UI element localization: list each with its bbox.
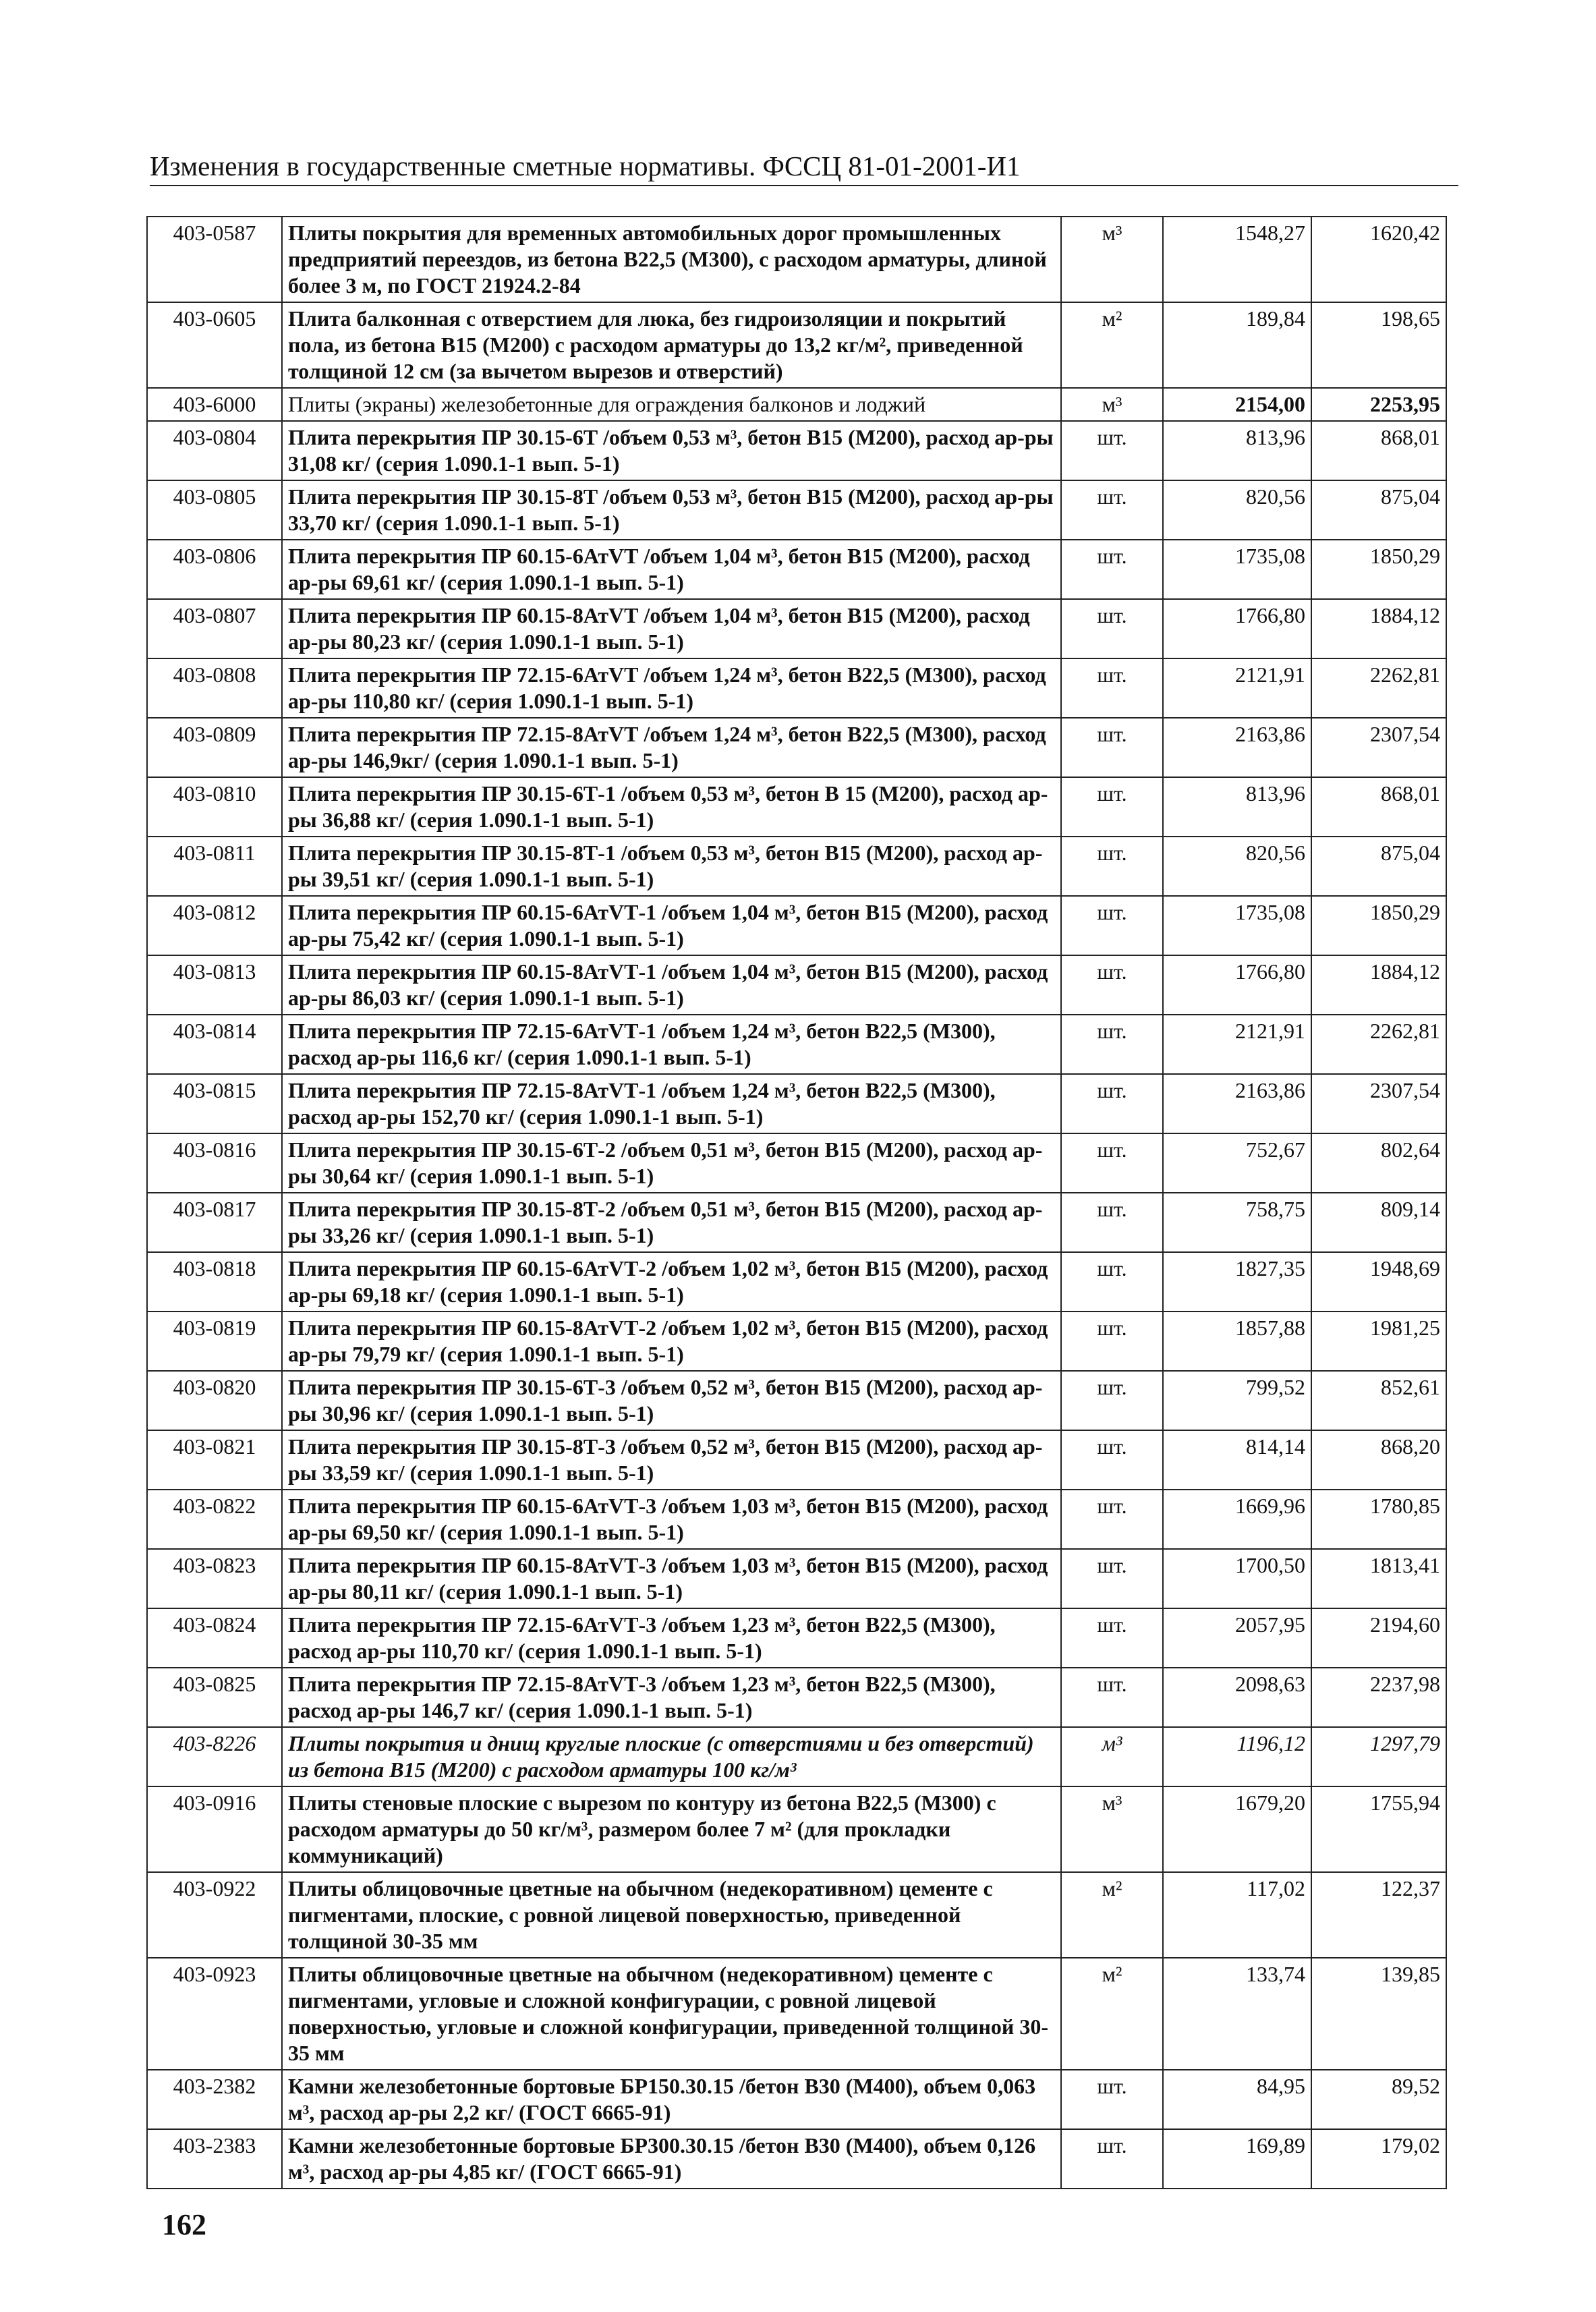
table-row (147, 1608, 1446, 1668)
row-price-1: 2121,91 (1163, 1015, 1311, 1074)
row-code: 403-0804 (147, 421, 282, 480)
row-price-1: 84,95 (1163, 2070, 1311, 2129)
row-price-2: 1755,94 (1311, 1786, 1446, 1872)
row-price-2: 2307,54 (1311, 1074, 1446, 1133)
table-row (147, 1371, 1446, 1430)
table-row (147, 2070, 1446, 2129)
row-description: Плита перекрытия ПР 60.15-8АтVТ /объем 1,04 м³, бетон В15 (М200), расход ар-ры 80,23 кг/ (серия 1.090.1-1 вып. 5-1) (282, 599, 1061, 658)
row-code: 403-0811 (147, 837, 282, 896)
row-code: 403-0815 (147, 1074, 282, 1133)
row-price-1: 1700,50 (1163, 1549, 1311, 1608)
row-code: 403-0808 (147, 658, 282, 718)
table-row (147, 777, 1446, 837)
row-description: Плита перекрытия ПР 60.15-6АтVТ-1 /объем 1,04 м³, бетон В15 (М200), расход ар-ры 75,42 кг/ (серия 1.090.1-1 вып. 5-1) (282, 896, 1061, 955)
table-row (147, 1872, 1446, 1958)
row-price-1: 1735,08 (1163, 896, 1311, 955)
page-number: 162 (162, 2208, 206, 2241)
row-unit: шт. (1061, 777, 1163, 837)
row-price-1: 133,74 (1163, 1958, 1311, 2070)
row-code: 403-0816 (147, 1133, 282, 1193)
row-price-2: 1620,42 (1311, 217, 1446, 302)
row-price-2: 1297,79 (1311, 1727, 1446, 1786)
row-code: 403-2383 (147, 2129, 282, 2189)
row-description: Плита перекрытия ПР 60.15-8АтVТ-3 /объем 1,03 м³, бетон В15 (М200), расход ар-ры 80,11 кг/ (серия 1.090.1-1 вып. 5-1) (282, 1549, 1061, 1608)
row-description: Плиты покрытия и днищ круглые плоские (с отверстиями и без отверстий) из бетона В15 (М200) с расходом арматуры 100 кг/м³ (282, 1727, 1061, 1786)
row-price-1: 1766,80 (1163, 599, 1311, 658)
table-row (147, 658, 1446, 718)
row-description: Плита перекрытия ПР 60.15-6АтVТ /объем 1,04 м³, бетон В15 (М200), расход ар-ры 69,61 кг/ (серия 1.090.1-1 вып. 5-1) (282, 540, 1061, 599)
row-description: Плита перекрытия ПР 30.15-8Т-1 /объем 0,53 м³, бетон В15 (М200), расход ар-ры 39,51 кг/ (серия 1.090.1-1 вып. 5-1) (282, 837, 1061, 896)
row-price-2: 1780,85 (1311, 1490, 1446, 1549)
row-unit: шт. (1061, 955, 1163, 1015)
row-code: 403-0805 (147, 480, 282, 540)
row-code: 403-0916 (147, 1786, 282, 1872)
row-description: Плита перекрытия ПР 72.15-6АтVТ-1 /объем 1,24 м³, бетон В22,5 (М300), расход ар-ры 116,6 кг/ (серия 1.090.1-1 вып. 5-1) (282, 1015, 1061, 1074)
table-row (147, 1133, 1446, 1193)
row-description: Плита перекрытия ПР 60.15-6АтVТ-3 /объем 1,03 м³, бетон В15 (М200), расход ар-ры 69,50 кг/ (серия 1.090.1-1 вып. 5-1) (282, 1490, 1061, 1549)
row-price-2: 2262,81 (1311, 1015, 1446, 1074)
row-code: 403-0809 (147, 718, 282, 777)
row-price-1: 752,67 (1163, 1133, 1311, 1193)
row-price-1: 2098,63 (1163, 1668, 1311, 1727)
row-unit: шт. (1061, 1430, 1163, 1490)
row-price-2: 1884,12 (1311, 955, 1446, 1015)
table-row (147, 2129, 1446, 2189)
row-price-1: 2154,00 (1163, 388, 1311, 421)
row-price-1: 820,56 (1163, 837, 1311, 896)
table-row (147, 388, 1446, 421)
row-description: Плита перекрытия ПР 72.15-8АтVТ-3 /объем 1,23 м³, бетон В22,5 (М300), расход ар-ры 146,7 кг/ (серия 1.090.1-1 вып. 5-1) (282, 1668, 1061, 1727)
row-price-1: 813,96 (1163, 421, 1311, 480)
row-price-1: 2163,86 (1163, 1074, 1311, 1133)
row-description: Плита перекрытия ПР 30.15-6Т /объем 0,53 м³, бетон В15 (М200), расход ар-ры 31,08 кг/ (серия 1.090.1-1 вып. 5-1) (282, 421, 1061, 480)
price-table (146, 216, 1447, 2189)
row-price-2: 868,01 (1311, 777, 1446, 837)
row-price-1: 2057,95 (1163, 1608, 1311, 1668)
row-price-1: 117,02 (1163, 1872, 1311, 1958)
row-price-2: 198,65 (1311, 302, 1446, 388)
row-unit: шт. (1061, 896, 1163, 955)
row-price-1: 1735,08 (1163, 540, 1311, 599)
row-unit: шт. (1061, 480, 1163, 540)
row-price-1: 1827,35 (1163, 1252, 1311, 1312)
row-unit: шт. (1061, 1668, 1163, 1727)
row-description: Плита перекрытия ПР 30.15-6Т-3 /объем 0,52 м³, бетон В15 (М200), расход ар-ры 30,96 кг/ (серия 1.090.1-1 вып. 5-1) (282, 1371, 1061, 1430)
row-price-1: 758,75 (1163, 1193, 1311, 1252)
row-price-2: 868,01 (1311, 421, 1446, 480)
row-description: Плита перекрытия ПР 30.15-8Т-3 /объем 0,52 м³, бетон В15 (М200), расход ар-ры 33,59 кг/ (серия 1.090.1-1 вып. 5-1) (282, 1430, 1061, 1490)
row-unit: шт. (1061, 599, 1163, 658)
row-unit: шт. (1061, 658, 1163, 718)
row-code: 403-0922 (147, 1872, 282, 1958)
row-price-1: 1766,80 (1163, 955, 1311, 1015)
table-row (147, 1727, 1446, 1786)
table-row (147, 1193, 1446, 1252)
row-unit: м³ (1061, 388, 1163, 421)
row-price-2: 1850,29 (1311, 540, 1446, 599)
table-row (147, 217, 1446, 302)
row-price-2: 1948,69 (1311, 1252, 1446, 1312)
row-description: Плита перекрытия ПР 30.15-6Т-2 /объем 0,51 м³, бетон В15 (М200), расход ар-ры 30,64 кг/ (серия 1.090.1-1 вып. 5-1) (282, 1133, 1061, 1193)
row-price-2: 2237,98 (1311, 1668, 1446, 1727)
row-price-2: 89,52 (1311, 2070, 1446, 2129)
row-description: Плита балконная с отверстием для люка, без гидроизоляции и покрытий пола, из бетона В15 (М200) с расходом арматуры до 13,2 кг/м², приведенной толщиной 12 см (за вычетом вырезов и отверстий) (282, 302, 1061, 388)
row-code: 403-0813 (147, 955, 282, 1015)
row-unit: шт. (1061, 1608, 1163, 1668)
row-unit: шт. (1061, 1015, 1163, 1074)
row-price-1: 1196,12 (1163, 1727, 1311, 1786)
row-code: 403-0825 (147, 1668, 282, 1727)
row-price-1: 820,56 (1163, 480, 1311, 540)
row-price-2: 139,85 (1311, 1958, 1446, 2070)
table-row (147, 1958, 1446, 2070)
page-header: Изменения в государственные сметные нормативы. ФССЦ 81-01-2001-И1 (150, 147, 1458, 186)
row-unit: м² (1061, 1958, 1163, 2070)
row-price-1: 1669,96 (1163, 1490, 1311, 1549)
row-description: Плита перекрытия ПР 72.15-8АтVТ-1 /объем 1,24 м³, бетон В22,5 (М300), расход ар-ры 152,70 кг/ (серия 1.090.1-1 вып. 5-1) (282, 1074, 1061, 1133)
row-price-2: 809,14 (1311, 1193, 1446, 1252)
table-row (147, 599, 1446, 658)
row-description: Плита перекрытия ПР 30.15-6Т-1 /объем 0,53 м³, бетон В 15 (М200), расход ар-ры 36,88 кг/ (серия 1.090.1-1 вып. 5-1) (282, 777, 1061, 837)
table-row (147, 1430, 1446, 1490)
row-price-1: 813,96 (1163, 777, 1311, 837)
row-code: 403-6000 (147, 388, 282, 421)
row-price-1: 169,89 (1163, 2129, 1311, 2189)
row-code: 403-0814 (147, 1015, 282, 1074)
row-unit: шт. (1061, 1549, 1163, 1608)
table-row (147, 1549, 1446, 1608)
row-price-1: 2121,91 (1163, 658, 1311, 718)
row-price-1: 189,84 (1163, 302, 1311, 388)
row-price-2: 868,20 (1311, 1430, 1446, 1490)
table-row (147, 1015, 1446, 1074)
row-unit: м² (1061, 302, 1163, 388)
row-code: 403-0819 (147, 1312, 282, 1371)
row-code: 403-0823 (147, 1549, 282, 1608)
row-code: 403-0812 (147, 896, 282, 955)
row-code: 403-8226 (147, 1727, 282, 1786)
row-description: Камни железобетонные бортовые БР150.30.15 /бетон В30 (М400), объем 0,063 м³, расход ар-ры 2,2 кг/ (ГОСТ 6665-91) (282, 2070, 1061, 2129)
row-price-1: 2163,86 (1163, 718, 1311, 777)
row-description: Плита перекрытия ПР 30.15-8Т-2 /объем 0,51 м³, бетон В15 (М200), расход ар-ры 33,26 кг/ (серия 1.090.1-1 вып. 5-1) (282, 1193, 1061, 1252)
row-price-2: 122,37 (1311, 1872, 1446, 1958)
row-code: 403-0605 (147, 302, 282, 388)
row-unit: м³ (1061, 1786, 1163, 1872)
row-code: 403-0923 (147, 1958, 282, 2070)
row-unit: шт. (1061, 2070, 1163, 2129)
row-unit: шт. (1061, 1193, 1163, 1252)
row-price-2: 179,02 (1311, 2129, 1446, 2189)
row-price-2: 1813,41 (1311, 1549, 1446, 1608)
row-description: Камни железобетонные бортовые БР300.30.15 /бетон В30 (М400), объем 0,126 м³, расход ар-ры 4,85 кг/ (ГОСТ 6665-91) (282, 2129, 1061, 2189)
row-code: 403-2382 (147, 2070, 282, 2129)
row-price-2: 852,61 (1311, 1371, 1446, 1430)
row-code: 403-0587 (147, 217, 282, 302)
table-row (147, 1490, 1446, 1549)
table-row (147, 1786, 1446, 1872)
row-unit: шт. (1061, 837, 1163, 896)
row-price-2: 1981,25 (1311, 1312, 1446, 1371)
row-description: Плита перекрытия ПР 60.15-6АтVТ-2 /объем 1,02 м³, бетон В15 (М200), расход ар-ры 69,18 кг/ (серия 1.090.1-1 вып. 5-1) (282, 1252, 1061, 1312)
row-unit: м³ (1061, 1727, 1163, 1786)
table-row (147, 718, 1446, 777)
row-price-2: 2253,95 (1311, 388, 1446, 421)
row-description: Плита перекрытия ПР 60.15-8АтVТ-1 /объем 1,04 м³, бетон В15 (М200), расход ар-ры 86,03 кг/ (серия 1.090.1-1 вып. 5-1) (282, 955, 1061, 1015)
table-row (147, 302, 1446, 388)
row-description: Плиты облицовочные цветные на обычном (недекоративном) цементе с пигментами, плоские, с ровной лицевой поверхностью, приведенной толщиной 30-35 мм (282, 1872, 1061, 1958)
row-code: 403-0810 (147, 777, 282, 837)
row-code: 403-0820 (147, 1371, 282, 1430)
row-unit: шт. (1061, 2129, 1163, 2189)
row-description: Плиты (экраны) железобетонные для ограждения балконов и лоджий (282, 388, 1061, 421)
row-description: Плиты стеновые плоские с вырезом по контуру из бетона В22,5 (М300) с расходом арматуры до 50 кг/м³, размером более 7 м² (для прокладки коммуникаций) (282, 1786, 1061, 1872)
row-price-2: 2194,60 (1311, 1608, 1446, 1668)
row-unit: шт. (1061, 1133, 1163, 1193)
table-row (147, 1312, 1446, 1371)
table-row (147, 1252, 1446, 1312)
table-row (147, 1668, 1446, 1727)
table-row (147, 955, 1446, 1015)
row-price-2: 2262,81 (1311, 658, 1446, 718)
table-row (147, 540, 1446, 599)
row-price-1: 1857,88 (1163, 1312, 1311, 1371)
row-price-1: 799,52 (1163, 1371, 1311, 1430)
table-row (147, 837, 1446, 896)
row-price-1: 1679,20 (1163, 1786, 1311, 1872)
row-description: Плиты облицовочные цветные на обычном (недекоративном) цементе с пигментами, угловые и сложной конфигурации, с ровной лицевой поверхностью, угловые и сложной конфигурации, приведенной толщиной 30-35 мм (282, 1958, 1061, 2070)
row-description: Плиты покрытия для временных автомобильных дорог промышленных предприятий переездов, из бетона В22,5 (М300), с расходом арматуры, длиной более 3 м, по ГОСТ 21924.2-84 (282, 217, 1061, 302)
row-unit: м² (1061, 1872, 1163, 1958)
row-unit: шт. (1061, 1371, 1163, 1430)
table-row (147, 480, 1446, 540)
row-code: 403-0821 (147, 1430, 282, 1490)
row-price-2: 1884,12 (1311, 599, 1446, 658)
row-unit: шт. (1061, 1252, 1163, 1312)
row-price-2: 875,04 (1311, 837, 1446, 896)
row-unit: шт. (1061, 1074, 1163, 1133)
row-unit: шт. (1061, 718, 1163, 777)
row-code: 403-0818 (147, 1252, 282, 1312)
row-description: Плита перекрытия ПР 72.15-8АтVТ /объем 1,24 м³, бетон В22,5 (М300), расход ар-ры 146,9кг/ (серия 1.090.1-1 вып. 5-1) (282, 718, 1061, 777)
row-code: 403-0822 (147, 1490, 282, 1549)
row-unit: м³ (1061, 217, 1163, 302)
row-unit: шт. (1061, 540, 1163, 599)
row-description: Плита перекрытия ПР 72.15-6АтVТ-3 /объем 1,23 м³, бетон В22,5 (М300), расход ар-ры 110,70 кг/ (серия 1.090.1-1 вып. 5-1) (282, 1608, 1061, 1668)
table-row (147, 421, 1446, 480)
row-price-1: 1548,27 (1163, 217, 1311, 302)
row-description: Плита перекрытия ПР 30.15-8Т /объем 0,53 м³, бетон В15 (М200), расход ар-ры 33,70 кг/ (серия 1.090.1-1 вып. 5-1) (282, 480, 1061, 540)
row-code: 403-0817 (147, 1193, 282, 1252)
row-code: 403-0806 (147, 540, 282, 599)
row-code: 403-0807 (147, 599, 282, 658)
table-row (147, 896, 1446, 955)
row-unit: шт. (1061, 1312, 1163, 1371)
row-description: Плита перекрытия ПР 60.15-8АтVТ-2 /объем 1,02 м³, бетон В15 (М200), расход ар-ры 79,79 кг/ (серия 1.090.1-1 вып. 5-1) (282, 1312, 1061, 1371)
row-code: 403-0824 (147, 1608, 282, 1668)
row-price-2: 802,64 (1311, 1133, 1446, 1193)
row-price-2: 2307,54 (1311, 718, 1446, 777)
row-unit: шт. (1061, 1490, 1163, 1549)
row-unit: шт. (1061, 421, 1163, 480)
row-description: Плита перекрытия ПР 72.15-6АтVТ /объем 1,24 м³, бетон В22,5 (М300), расход ар-ры 110,80 кг/ (серия 1.090.1-1 вып. 5-1) (282, 658, 1061, 718)
row-price-1: 814,14 (1163, 1430, 1311, 1490)
row-price-2: 1850,29 (1311, 896, 1446, 955)
table-row (147, 1074, 1446, 1133)
row-price-2: 875,04 (1311, 480, 1446, 540)
